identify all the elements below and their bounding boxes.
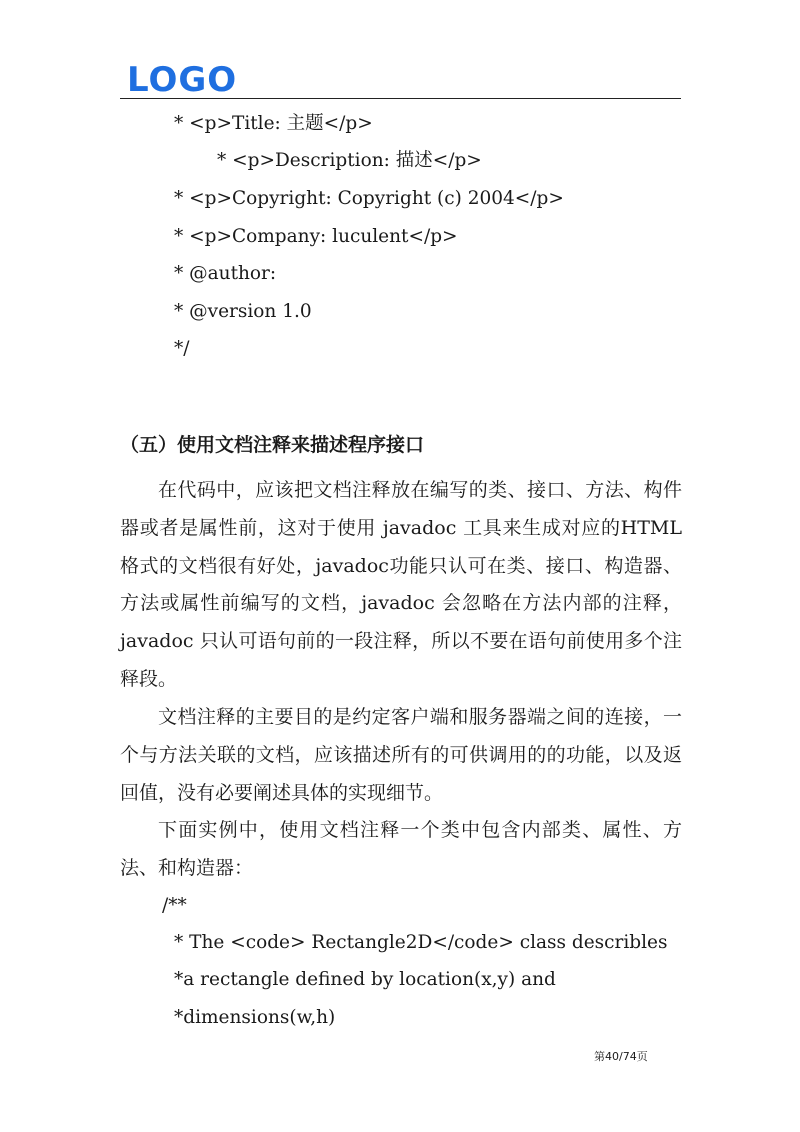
code-line: * <p>Company: luculent</p> [174, 226, 458, 247]
header-divider [120, 98, 681, 99]
code-line: */ [174, 338, 190, 359]
code-line: * @author: [174, 263, 277, 284]
code-line: *a rectangle defined by location(x,y) and [174, 969, 556, 990]
section-heading: （五）使用文档注释来描述程序接口 [120, 434, 425, 456]
code-line: * @version 1.0 [174, 301, 312, 322]
code-line: * The <code> Rectangle2D</code> class describles [174, 932, 668, 953]
page-number: 第40/74页 [594, 1050, 648, 1063]
code-line: * <p>Copyright: Copyright (c) 2004</p> [174, 188, 564, 209]
paragraph: 文档注释的主要目的是约定客户端和服务器端之间的连接，一个与方法关联的文档，应该描述所有的可供调用的的功能，以及返回值，没有必要阐述具体的实现细节。 [120, 706, 682, 804]
paragraph: 下面实例中，使用文档注释一个类中包含内部类、属性、方法、和构造器： [120, 819, 682, 879]
code-line: *dimensions(w,h) [174, 1007, 336, 1028]
code-line: /** [162, 895, 187, 916]
logo: LOGO [127, 60, 238, 100]
code-line: * <p>Description: 描述</p> [217, 150, 482, 171]
code-line: * <p>Title: 主题</p> [174, 113, 373, 134]
paragraph: 在代码中，应该把文档注释放在编写的类、接口、方法、构件器或者是属性前，这对于使用 javadoc 工具来生成对应的HTML格式的文档很有好处，javadoc功能只认可在类、接口、构造器、方法或属性前编写的文档，javadoc 会忽略在方法内部的注释，javadoc 只认可语句前的一段注释，所以不要在语句前使用多个注释段。 [120, 479, 682, 690]
